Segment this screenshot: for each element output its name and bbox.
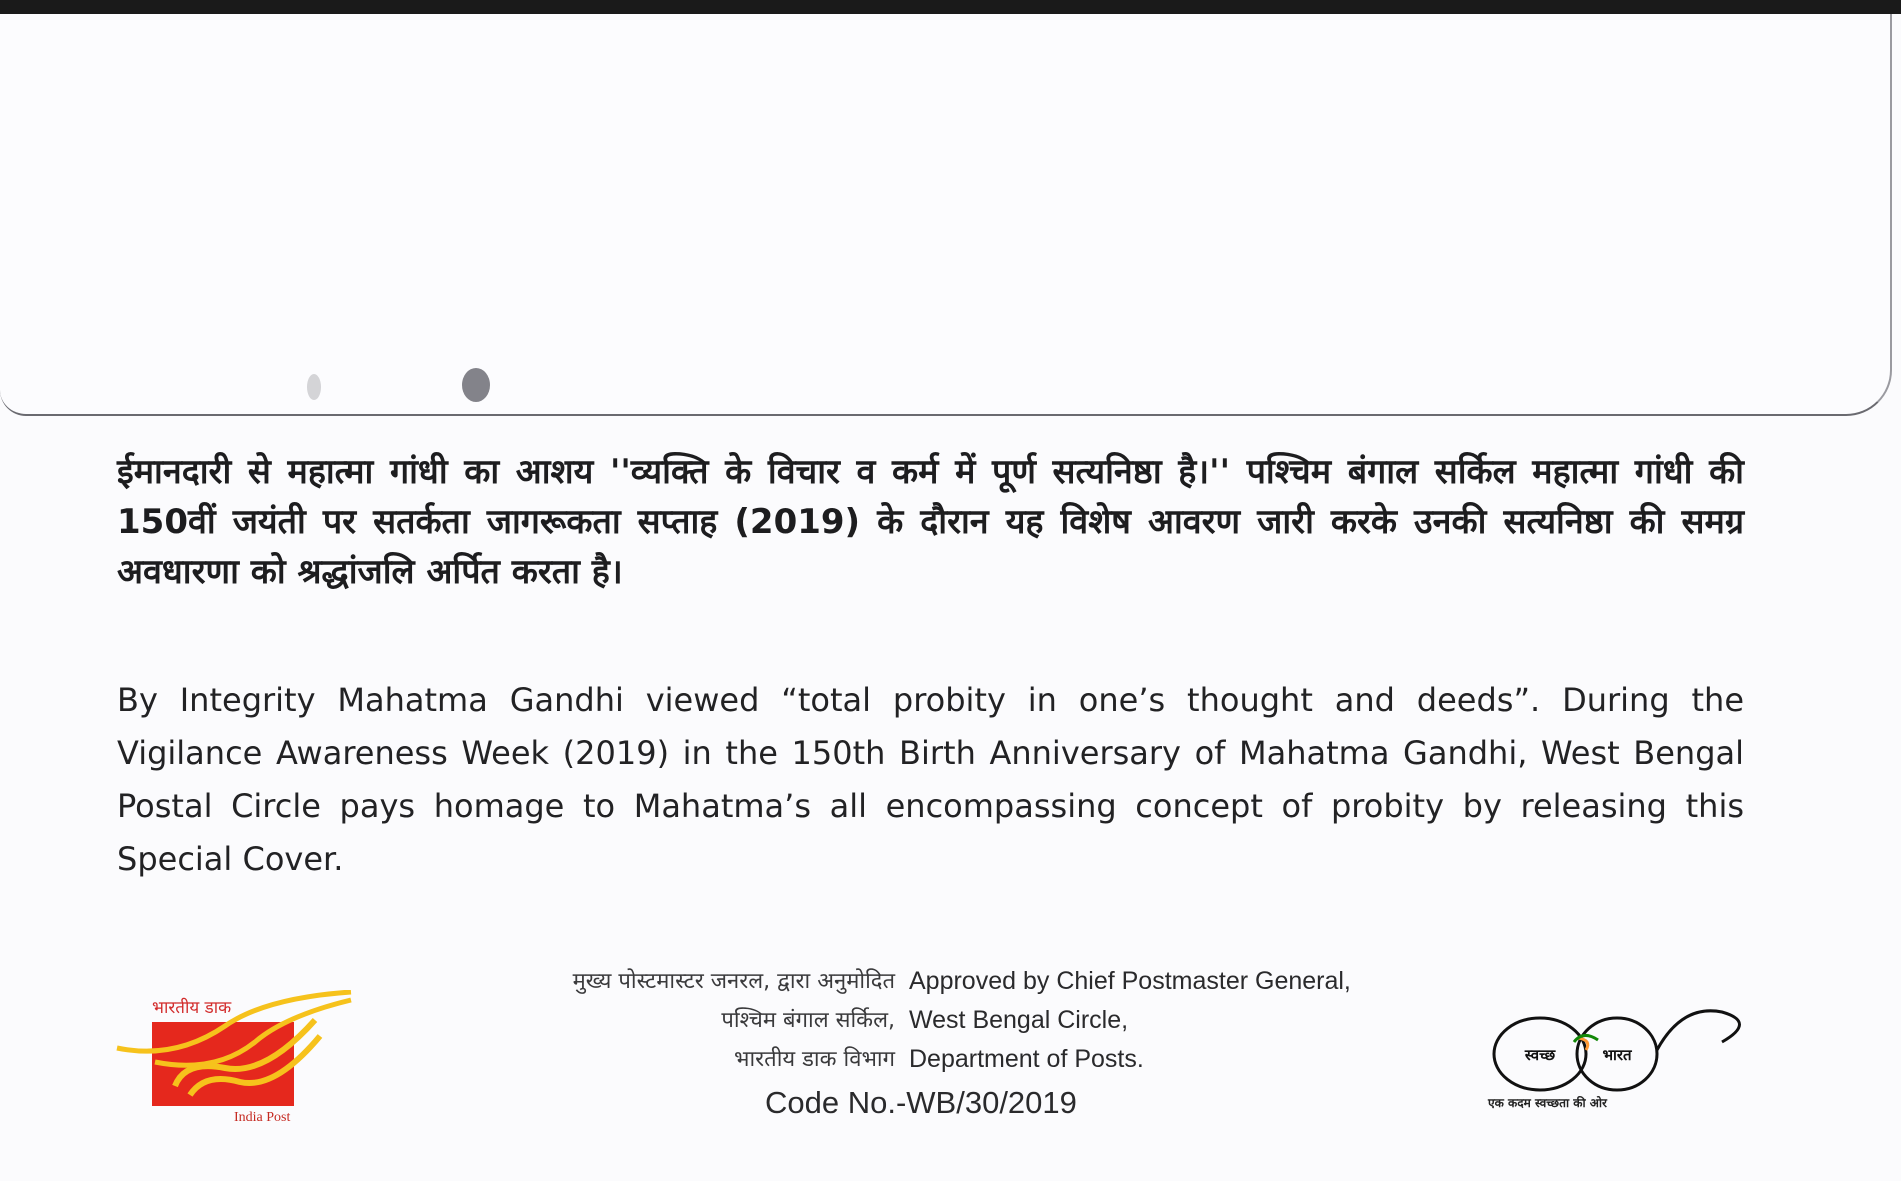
approval-text-english [909,962,1351,1079]
approval-hindi-line: भारतीय डाक विभाग [734,1047,895,1072]
approval-english-line: West Bengal Circle, [909,1006,1129,1034]
approval-english-line: Approved by Chief Postmaster General, [909,967,1351,995]
swachh-right-lens-label: भारत [1602,1046,1632,1064]
india-post-swoosh-icon [115,990,365,1120]
approval-english-line: Department of Posts. [909,1045,1144,1073]
india-post-hindi-label: भारतीय डाक [152,998,232,1018]
hindi-description: ईमानदारी से महात्मा गांधी का आशय ''व्यक्ति के विचार व कर्म में पूर्ण सत्यनिष्ठा है।'' पश्चिम बंगाल सर्किल महात्मा गांधी की 150वीं जयंती पर सतर्कता जागरूकता सप्ताह (2019) के दौरान यह विशेष आवरण जारी करके उनकी सत्यनिष्ठा की समग्र अवधारणा को श्रद्धांजलि अर्पित करता है। [117,452,1744,592]
ink-smudge [307,374,321,400]
india-post-english-label: India Post [234,1110,291,1125]
swachh-tagline: एक कदम स्वच्छता की ओर [1488,1096,1607,1110]
swachh-bharat-logo [1492,998,1752,1108]
english-description: By Integrity Mahatma Gandhi viewed “total probity in one’s thought and deeds”. During the Vigilance Awareness Week (2019) in the 150th Birth Anniversary of Mahatma Gandhi, West Bengal Postal Circle pays homage to Mahatma’s all encompassing concept of probity by releasing this Special Cover. [117,681,1744,878]
ink-smudge [462,368,490,402]
swachh-left-lens-label: स्वच्छ [1524,1046,1556,1064]
envelope-flap [0,14,1892,416]
approval-text-hindi [440,962,895,1079]
approval-hindi-line: पश्चिम बंगाल सर्किल, [721,1008,895,1033]
approval-hindi-line: मुख्य पोस्टमास्टर जनरल, द्वारा अनुमोदित [572,969,895,994]
code-number: Code No.-WB/30/2019 [765,1085,1077,1120]
